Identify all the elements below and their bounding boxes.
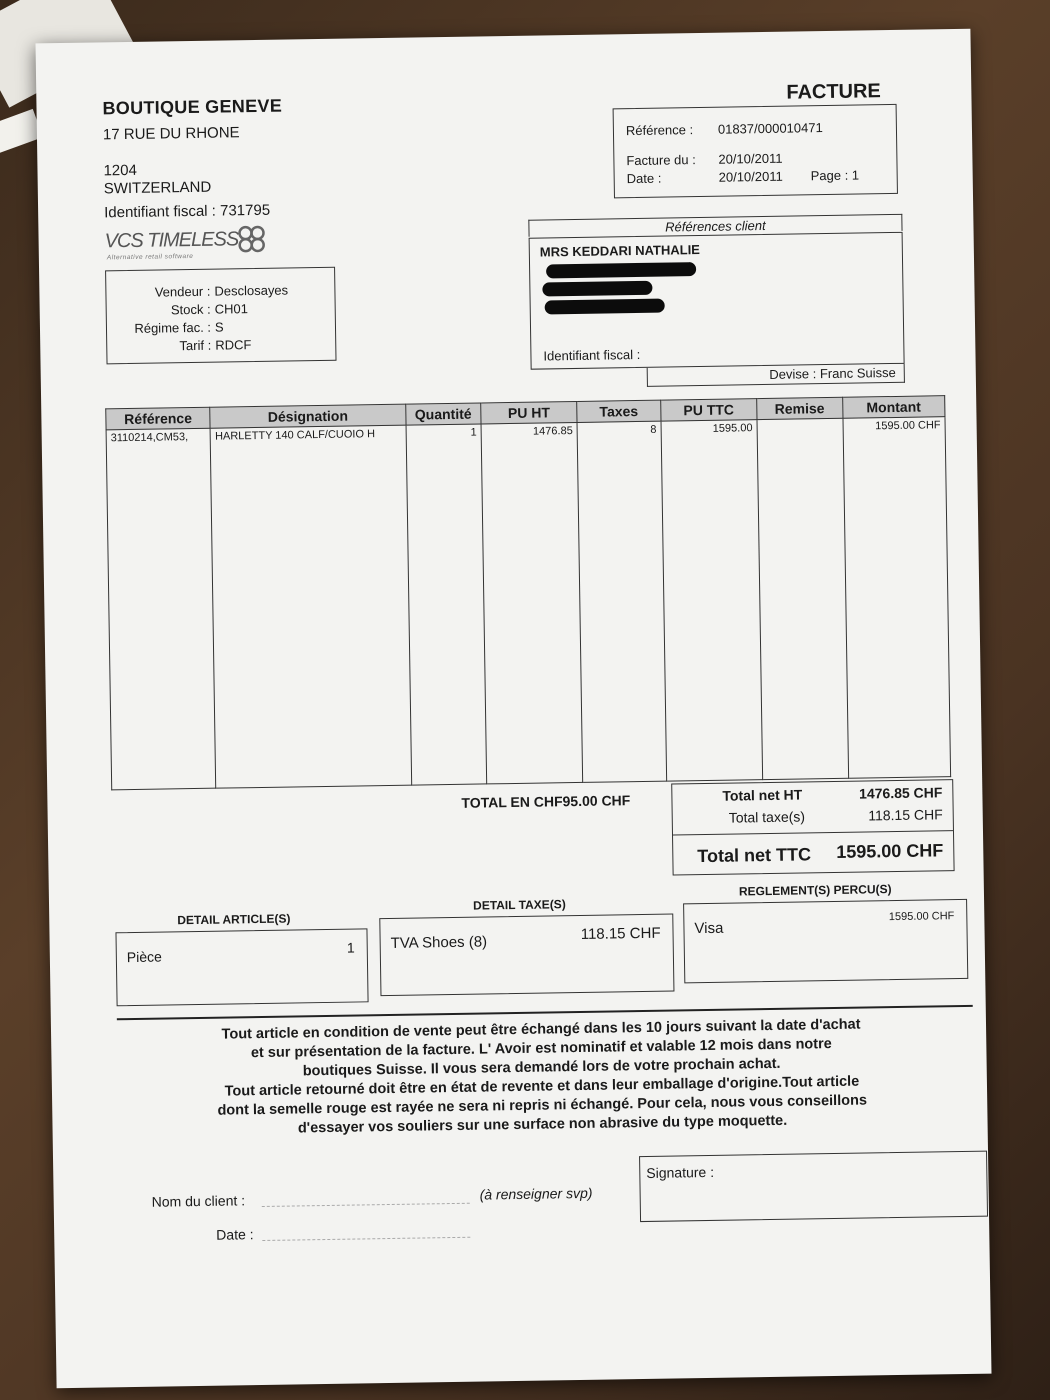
conditions-line: Tout article en condition de vente peut être échangé dans les 10 jours suivant la date d'achat: [221, 1016, 861, 1043]
client-box: [529, 232, 905, 370]
detail-taxe-label: TVA Shoes (8): [390, 933, 488, 952]
total-taxes-value: 118.15 CHF: [868, 806, 943, 824]
footer-date-line[interactable]: [262, 1237, 470, 1241]
reglement-value: 1595.00 CHF: [888, 910, 955, 924]
vcs-logo-rings-icon: [236, 224, 266, 254]
col-pu-ht: PU HT: [481, 401, 577, 424]
conditions-line: d'essayer vos souliers sur une surface non abrasive du type moquette.: [297, 1112, 788, 1137]
reglement-box: [683, 899, 968, 983]
reference-value: 01837/000010471: [717, 120, 823, 137]
invoice-date-label: Facture du :: [626, 152, 696, 169]
shop-country: SWITZERLAND: [103, 178, 212, 198]
total-net-ttc-value: 1595.00 CHF: [836, 840, 944, 862]
cell-reference: 3110214,CM53,: [106, 428, 216, 790]
conditions-line: boutiques Suisse. Il vous sera demandé lors de votre prochain achat.: [302, 1055, 781, 1080]
totals-box: [671, 779, 954, 875]
vcs-logo-tagline: Alternative retail software: [106, 252, 194, 262]
cell-pu-ht: 1476.85: [481, 422, 583, 783]
cell-montant: 1595.00 CHF: [843, 417, 951, 779]
col-quantite: Quantité: [405, 403, 481, 425]
currency-label: Devise : Franc Suisse: [769, 364, 896, 382]
document-title: FACTURE: [786, 80, 881, 104]
total-en-chf: TOTAL EN CHF95.00 CHF: [461, 792, 631, 811]
invoice-date-value: 20/10/2011: [718, 150, 783, 167]
shop-postcode: 1204: [103, 161, 138, 180]
conditions-line: dont la semelle rouge est rayée ne sera ni repris ni échangé. Pour cela, nous vous conseillons: [217, 1092, 868, 1119]
client-name: MRS KEDDARI NATHALIE: [539, 242, 701, 260]
detail-article-box: [115, 928, 368, 1006]
items-table: [105, 395, 951, 790]
detail-taxe-title: DETAIL TAXE(S): [472, 897, 566, 913]
cell-remise: [757, 418, 848, 779]
detail-article-title: DETAIL ARTICLE(S): [177, 911, 291, 928]
cell-designation: HARLETTY 140 CALF/CUOIO H: [210, 425, 411, 788]
stock-label: Stock :: [170, 301, 211, 318]
regime-label: Régime fac. :: [134, 319, 212, 336]
total-net-ht-value: 1476.85 CHF: [858, 784, 943, 802]
detail-taxe-value: 118.15 CHF: [580, 924, 661, 943]
totals-divider: [673, 830, 953, 835]
col-taxes: Taxes: [577, 400, 661, 422]
date-value: 20/10/2011: [718, 168, 783, 185]
conditions-line: Tout article retourné doit être en état de revente et dans leur emballage d'origine.Tout article: [224, 1073, 860, 1100]
col-pu-ttc: PU TTC: [660, 399, 756, 422]
tarif-value: RDCF: [215, 337, 252, 353]
signature-box[interactable]: [639, 1151, 988, 1222]
fill-hint: (à renseigner svp): [479, 1184, 593, 1203]
vendeur-value: Desclosayes: [214, 282, 289, 299]
col-designation: Désignation: [210, 404, 406, 428]
currency-box: [647, 364, 905, 387]
client-name-label: Nom du client :: [151, 1192, 246, 1210]
redacted-address-line-3: [545, 299, 665, 315]
reglement-label: Visa: [694, 919, 724, 938]
table-row: [106, 417, 951, 790]
client-name-line[interactable]: [262, 1203, 470, 1207]
redacted-address-line-2: [542, 281, 652, 297]
client-tax-id-label: Identifiant fiscal :: [543, 346, 641, 364]
conditions-text: [121, 1014, 963, 1141]
signature-label: Signature :: [646, 1163, 715, 1181]
reference-box: [613, 104, 898, 198]
col-montant: Montant: [842, 396, 945, 419]
total-net-ht-label: Total net HT: [722, 786, 803, 804]
footer-date-label: Date :: [216, 1226, 254, 1243]
vendeur-label: Vendeur :: [154, 283, 211, 300]
cell-taxes: 8: [577, 421, 666, 782]
client-box-title: Références client: [665, 217, 766, 235]
page-number: Page : 1: [810, 167, 860, 184]
detail-taxe-box: [379, 914, 674, 997]
seller-box: [105, 267, 336, 365]
total-net-ttc-label: Total net TTC: [697, 844, 812, 867]
total-taxes-label: Total taxe(s): [728, 808, 806, 826]
stock-value: CH01: [214, 301, 249, 317]
reglement-title: REGLEMENT(S) PERCU(S): [738, 882, 892, 899]
cell-quantite: 1: [406, 424, 487, 785]
cell-pu-ttc: 1595.00: [661, 420, 763, 781]
detail-article-label: Pièce: [126, 948, 163, 966]
regime-value: S: [214, 319, 224, 335]
conditions-line: et sur présentation de la facture. L' Avoir est nominatif et valable 12 mois dans notre: [250, 1036, 832, 1062]
invoice-sheet: [35, 29, 991, 1389]
vcs-logo: VCS TIMELESS: [104, 228, 239, 253]
date-label: Date :: [626, 170, 662, 187]
col-remise: Remise: [757, 397, 843, 419]
reference-label: Référence :: [625, 122, 694, 139]
tarif-label: Tarif :: [179, 337, 212, 354]
redacted-address-line-1: [546, 262, 696, 278]
shop-tax-id: Identifiant fiscal : 731795: [104, 201, 271, 222]
detail-article-value: 1: [346, 939, 355, 956]
shop-name: BOUTIQUE GENEVE: [102, 95, 283, 119]
shop-street: 17 RUE DU RHONE: [102, 124, 240, 144]
col-reference: Référence: [106, 407, 211, 430]
